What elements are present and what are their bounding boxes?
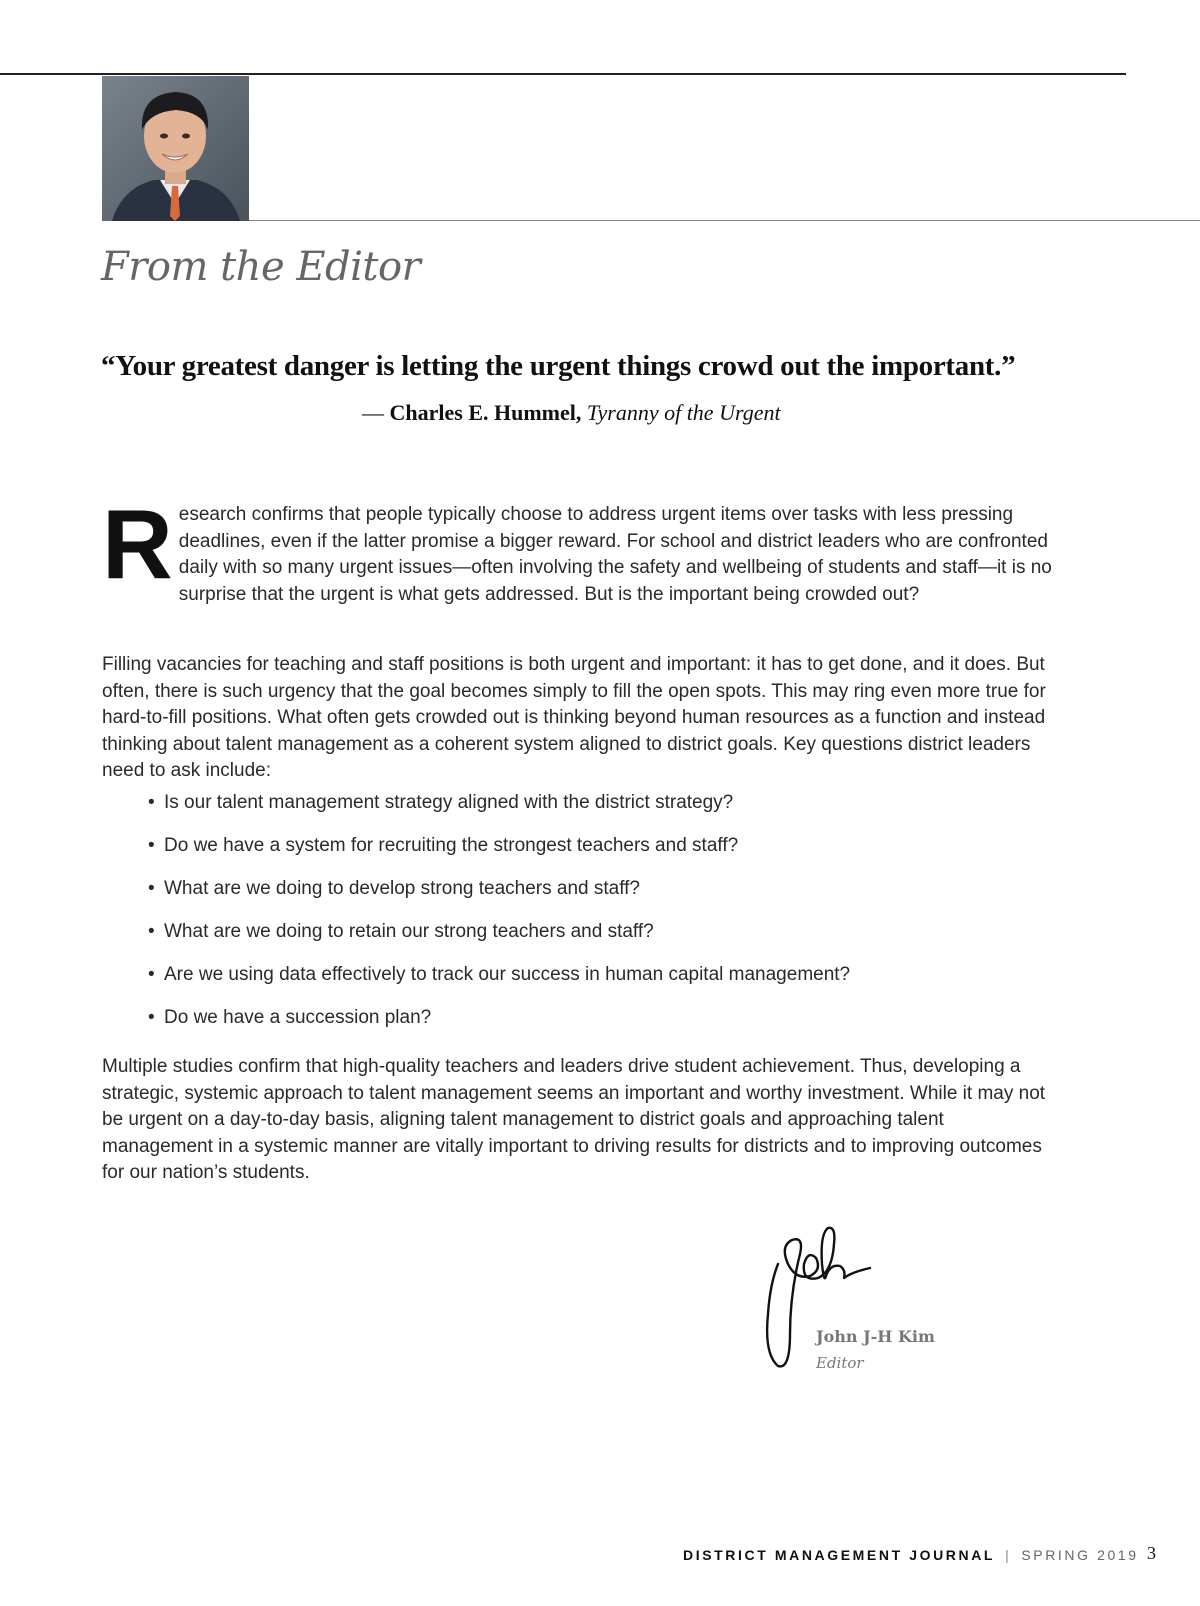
section-title: From the Editor	[101, 244, 421, 290]
attribution-dash: —	[362, 400, 390, 425]
portrait-image	[102, 76, 249, 221]
bullet-icon: •	[148, 921, 155, 942]
question-text: Do we have a system for recruiting the strongest teachers and staff?	[164, 835, 739, 856]
issue-label: SPRING 2019	[1021, 1547, 1139, 1563]
question-text: What are we doing to retain our strong teachers and staff?	[164, 921, 654, 942]
paragraph-1	[102, 489, 1052, 608]
footer-separator: |	[1005, 1547, 1012, 1563]
paragraph-2: Filling vacancies for teaching and staff positions is both urgent and important: it has to get done, and it does. But often, there is such urgency that the goal becomes simply to fill the open spots. This may ring even more true for hard-to-fill positions. What often gets crowded out is thinking beyond human resources as a function and instead thinking about talent management as a coherent system aligned to district goals. Key questions district leaders need to ask include:	[102, 654, 1046, 782]
footer	[683, 1547, 1139, 1563]
bullet-icon: •	[148, 792, 155, 813]
drop-cap: R	[102, 489, 173, 599]
epigraph-attribution	[362, 400, 781, 426]
editor-title: Editor	[816, 1354, 864, 1372]
epigraph-quote: “Your greatest danger is letting the urgent things crowd out the important.”	[101, 350, 1016, 382]
header-rule	[249, 220, 1200, 221]
signature-icon	[760, 1224, 900, 1374]
editor-name: John J-H Kim	[816, 1327, 935, 1346]
bullet-icon: •	[148, 1007, 155, 1028]
page-number: 3	[1147, 1543, 1156, 1563]
question-text: Is our talent management strategy aligned with the district strategy?	[164, 792, 734, 813]
question-text: Do we have a succession plan?	[164, 1007, 432, 1028]
paragraph-3: Multiple studies confirm that high-quality teachers and leaders drive student achievement. Thus, developing a strategic, systemic approach to talent management seems an important and worthy investment. While it may not be urgent on a day-to-day basis, aligning talent management to district goals and approaching talent management in a systemic manner are vitally important to driving results for districts and to improving outcomes for our nation’s students.	[102, 1056, 1046, 1184]
bullet-icon: •	[148, 878, 155, 899]
journal-name: DISTRICT MANAGEMENT JOURNAL	[683, 1547, 996, 1563]
list-item	[148, 1005, 850, 1048]
question-list	[148, 790, 850, 1048]
list-item	[148, 876, 850, 919]
bullet-icon: •	[148, 835, 155, 856]
list-item	[148, 919, 850, 962]
question-text: Are we using data effectively to track our success in human capital management?	[164, 964, 851, 985]
list-item	[148, 833, 850, 876]
attribution-author: Charles E. Hummel,	[389, 400, 582, 425]
top-rule	[0, 73, 1126, 75]
attribution-book: Tyranny of the Urgent	[586, 400, 781, 425]
list-item	[148, 962, 850, 1005]
paragraph-1-text: esearch confirms that people typically choose to address urgent items over tasks with less pressing deadlines, even if the latter promise a bigger reward. For school and district leaders who are confronted daily with so many urgent issues—often involving the safety and wellbeing of students and staff—it is no surprise that the urgent is what gets addressed. But is the important being crowded out?	[178, 504, 1052, 605]
list-item	[148, 790, 850, 833]
question-text: What are we doing to develop strong teachers and staff?	[164, 878, 641, 899]
bullet-icon: •	[148, 964, 155, 985]
editor-portrait	[102, 76, 249, 221]
